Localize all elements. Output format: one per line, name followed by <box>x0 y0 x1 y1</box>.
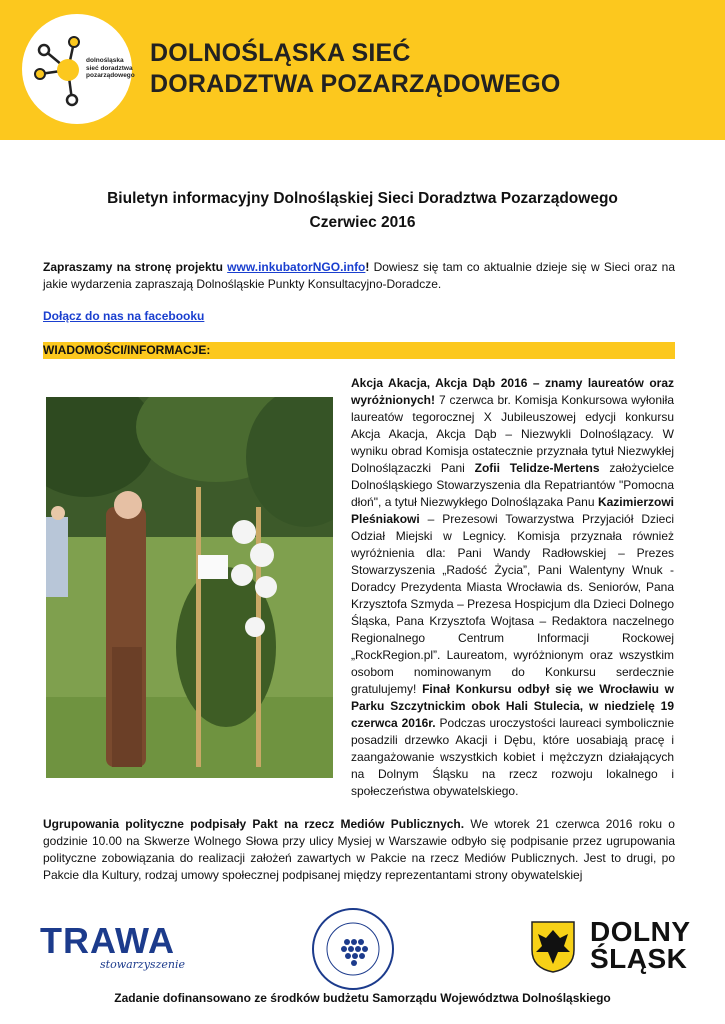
dolny-slask-line2: ŚLĄSK <box>590 943 688 974</box>
dolny-slask-line1: DOLNY <box>590 916 691 947</box>
intro-text: Dowiesz się tam co aktualnie dzieje się w Sieci oraz na jakie wydarzenia zapraszają Dolnośląskie Punkty Konsultacyjno-Doradcze. <box>43 260 675 291</box>
ceremony-photo <box>46 397 333 778</box>
bulletin-title <box>0 187 725 235</box>
dolny-slask-logo <box>590 918 691 972</box>
section-title: WIADOMOŚCI/INFORMACJE: <box>43 343 211 357</box>
funding-note: Zadanie dofinansowano ze środków budżetu Samorządu Województwa Dolnośląskiego <box>114 991 611 1005</box>
article1-text-4: Podczas uroczystości laureaci symbolicznie posadzili drzewko Akacji i Dębu, które uosabiają pracę i zaangażowanie wszystkich kobiet i mężczyzn działających na Dolnym Śląsku na rzecz rozwoju lokalnego i społeczeństwa obywatelskiego. <box>351 716 674 798</box>
article2-headline: Ugrupowania polityczne podpisały Pakt na rzecz Mediów Publicznych. <box>43 817 465 831</box>
header-banner <box>0 0 725 140</box>
intro-bold: Zapraszamy na stronę projektu <box>43 260 228 274</box>
dfo-logo <box>312 908 394 990</box>
facebook-link[interactable]: Dołącz do nas na facebooku <box>43 309 205 323</box>
article-akcja-akacja <box>351 375 674 800</box>
trawa-logo: TRAWA <box>40 920 175 961</box>
trawa-subtitle: stowarzyszenie <box>100 958 185 971</box>
intro-exclamation: ! <box>365 260 370 274</box>
article1-name-2: Kazimierzowi Pleśniakowi <box>351 495 674 526</box>
logo-text: dolnośląska sieć doradztwa pozarządowego <box>86 57 135 79</box>
article-media-pact <box>43 816 675 884</box>
article1-name-1: Zofii Telidze-Mertens <box>474 461 600 475</box>
header-title-line1: DOLNOŚLĄSKA SIEĆ <box>150 39 411 67</box>
article1-text-1: 7 czerwca br. Komisja Konkursowa wyłoniła laureatów tegorocznej X Jubileuszowej edycji konkursu Akcja Akacja, Akcja Dąb – Niezwykli Dolnoślązacy. W wyniku obrad Komisja ostatecznie przyznała tytuł Niezwykłej Dolnoślązaczki Pani <box>351 393 674 475</box>
project-link[interactable]: www.inkubatorNGO.info <box>227 260 366 274</box>
article2-text: We wtorek 21 czerwca 2016 roku o godzinie 10.00 na Skwerze Wolnego Słowa przy ulicy Mysiej w Warszawie odbyło się podpisanie przez ugrupowania polityczne zobowiązania do realizacji założeń zawartych w Pakcie na rzecz Mediów Publicznych. Jest to drugi, po Pakcie dla Kultury, rodzaj umowy społecznej podpisanej między reprezentantami strony obywatelskiej <box>43 817 675 882</box>
network-node-icon <box>30 34 90 110</box>
article1-text-2: założycielce Dolnośląskiego Stowarzyszenia dla Repatriantów "Pomocna dłoń", a tytuł Niezwykłego Dolnoślązaka Panu <box>351 461 675 509</box>
facebook-line <box>43 308 204 325</box>
section-header <box>43 342 675 359</box>
article1-finale: Finał Konkursu odbył się we Wrocławiu w Parku Szczytnickim obok Hali Stulecia, w niedzielę 19 czerwca 2016r. <box>351 682 674 730</box>
article1-text-3: – Prezesowi Towarzystwa Przyjaciół Dzieci Odział Miejski w Legnicy. Komisja przyznała również wyróżnienia dla: Pani Wandy Radłowskiej – Prezes Stowarzyszenia „Radość Życia”, Pani Walentyny Wnuk - Doradcy Prezydenta Miasta Wrocławia ds. Seniorów, Pana Krzysztofa Szmyda – Prezesa Hospicjum dla Dzieci Dolnego Śląska, Pana Krzysztofa Wojtasa – Redaktora naczelnego Regionalnego Centrum Informacji Rockowej „RockRegion.pl”. Laureatom, wyróżnionym oraz wszystkim osobom nominowanym do Konkursu serdecznie gratulujemy! <box>351 512 674 696</box>
article1-headline: Akcja Akacja, Akcja Dąb 2016 – znamy laureatów oraz wyróżnionych! <box>351 376 674 407</box>
header-title-line2: DORADZTWA POZARZĄDOWEGO <box>150 70 561 98</box>
intro-paragraph <box>43 259 675 293</box>
lower-silesia-coat-of-arms-icon <box>530 920 576 974</box>
bulletin-title-line1: Biuletyn informacyjny Dolnośląskiej Sieci Doradztwa Pozarządowego <box>107 190 618 207</box>
header-title <box>150 38 561 100</box>
bulletin-date: Czerwiec 2016 <box>309 214 416 231</box>
